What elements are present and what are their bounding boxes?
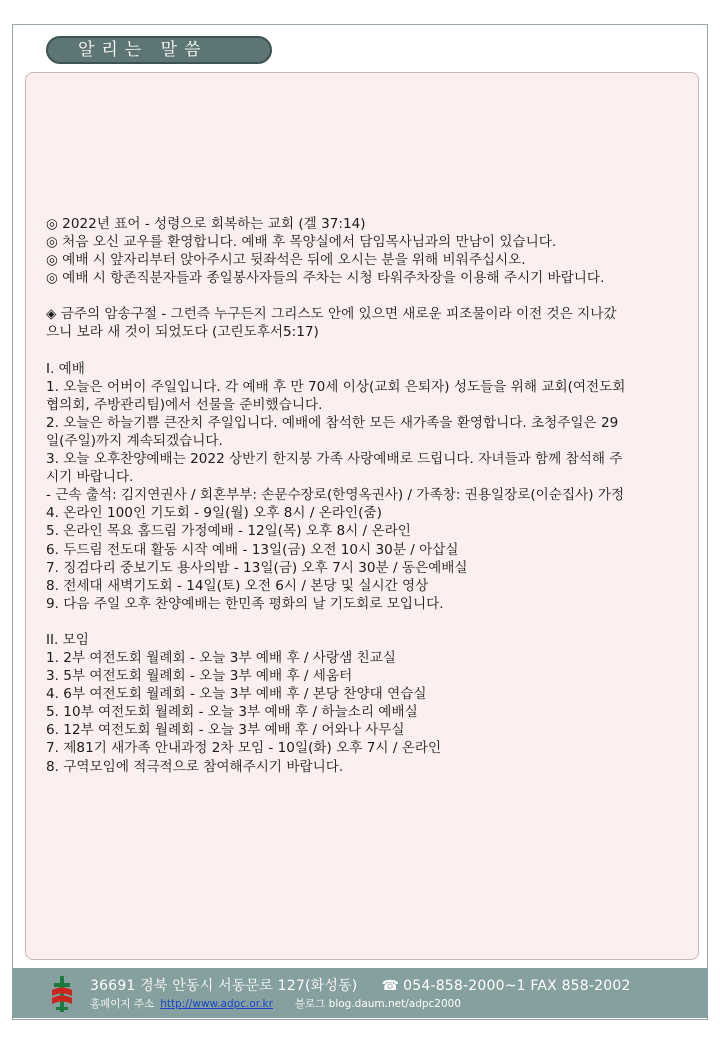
notice-content — [46, 215, 686, 776]
intro-line: ◎ 예배 시 앞자리부터 앉아주시고 뒷좌석은 뒤에 오시는 분을 위해 비워주십시오. — [46, 252, 526, 269]
worship-item: 9. 다음 주일 오후 찬양예배는 한민족 평화의 날 기도회로 모입니다. — [46, 595, 444, 612]
worship-item: 3. 오늘 오후찬양예배는 2022 상반기 한지붕 가족 사랑예배로 드립니다. 자녀들과 함께 참석해 주 — [46, 451, 623, 468]
worship-item: 6. 두드림 전도대 활동 시작 예배 - 13일(금) 오전 10시 30분 / 아삽실 — [46, 541, 459, 558]
blog-text: 블로그 blog.daum.net/adpc2000 — [294, 998, 462, 1010]
phone-icon: ☎ — [381, 978, 400, 994]
worship-item: 7. 징검다리 중보기도 용사의밤 - 13일(금) 오후 7시 30분 / 동은예배실 — [46, 559, 468, 576]
meeting-item: 4. 6부 여전도회 월례회 - 오늘 3부 예배 후 / 본당 찬양대 연습실 — [46, 686, 427, 703]
footer-address — [90, 975, 631, 995]
homepage-link[interactable]: http://www.adpc.or.kr — [160, 998, 273, 1010]
meeting-item: 5. 10부 여전도회 월례회 - 오늘 3부 예배 후 / 하늘소리 예배실 — [46, 704, 418, 721]
meeting-item: 8. 구역모임에 적극적으로 참여해주시기 바랍니다. — [46, 758, 344, 775]
worship-item: 4. 온라인 100인 기도회 - 9일(월) 오후 8시 / 온라인(줌) — [46, 505, 382, 522]
worship-item: 시기 바랍니다. — [46, 469, 134, 486]
meetings-heading: II. 모임 — [46, 631, 89, 648]
worship-item: 협의회, 주방관리팀)에서 선물을 준비했습니다. — [46, 396, 323, 413]
meeting-item: 1. 2부 여전도회 월례회 - 오늘 3부 예배 후 / 사랑샘 친교실 — [46, 649, 396, 666]
homepage-label: 홈페이지 주소 — [90, 998, 155, 1010]
intro-line: ◎ 2022년 표어 - 성령으로 회복하는 교회 (겔 37:14) — [46, 216, 366, 232]
church-logo-icon — [48, 974, 76, 1014]
worship-item: 5. 온라인 목요 홈드림 가정예배 - 12일(목) 오후 8시 / 온라인 — [46, 523, 411, 540]
memory-verse-line: ◈ 금주의 암송구절 - 그런즉 누구든지 그리스도 안에 있으면 새로운 피조물이라 이전 것은 지나갔 — [46, 306, 617, 323]
meeting-item: 6. 12부 여전도회 월례회 - 오늘 3부 예배 후 / 어와나 사무실 — [46, 722, 405, 739]
page-title: 알리는 말씀 — [46, 36, 272, 64]
memory-verse-line: 으니 보라 새 것이 되었도다 (고린도후서5:17) — [46, 324, 319, 341]
worship-heading: I. 예배 — [46, 360, 85, 377]
worship-item: 2. 오늘은 하늘기쁨 큰잔치 주일입니다. 예배에 참석한 모든 새가족을 환영합니다. 초청주일은 29 — [46, 414, 619, 431]
worship-item: 1. 오늘은 어버이 주일입니다. 각 예배 후 만 70세 이상(교회 은퇴자) 성도들을 위해 교회(여전도회 — [46, 378, 626, 395]
worship-item: - 근속 출석: 김지연권사 / 회혼부부: 손문수장로(한영옥권사) / 가족창: 권용일장로(이순집사) 가정 — [46, 487, 625, 504]
address-text: 36691 경북 안동시 서동문로 127(화성동) — [90, 978, 358, 994]
meeting-item: 3. 5부 여전도회 월례회 - 오늘 3부 예배 후 / 세움터 — [46, 668, 353, 685]
intro-line: ◎ 예배 시 항존직분자들과 종일봉사자들의 주차는 시청 타워주차장을 이용해 주시기 바랍니다. — [46, 270, 605, 287]
worship-item: 일(주일)까지 계속되겠습니다. — [46, 432, 223, 449]
worship-item: 8. 전세대 새벽기도회 - 14일(토) 오전 6시 / 본당 및 실시간 영상 — [46, 577, 429, 594]
meeting-item: 7. 제81기 새가족 안내과정 2차 모임 - 10일(화) 오후 7시 / 온라인 — [46, 740, 442, 757]
footer-links — [90, 996, 461, 1011]
intro-line: ◎ 처음 오신 교우를 환영합니다. 예배 후 목양실에서 담임목사님과의 만남이 있습니다. — [46, 234, 557, 251]
phone-text: 054-858-2000~1 FAX 858-2002 — [403, 978, 631, 994]
